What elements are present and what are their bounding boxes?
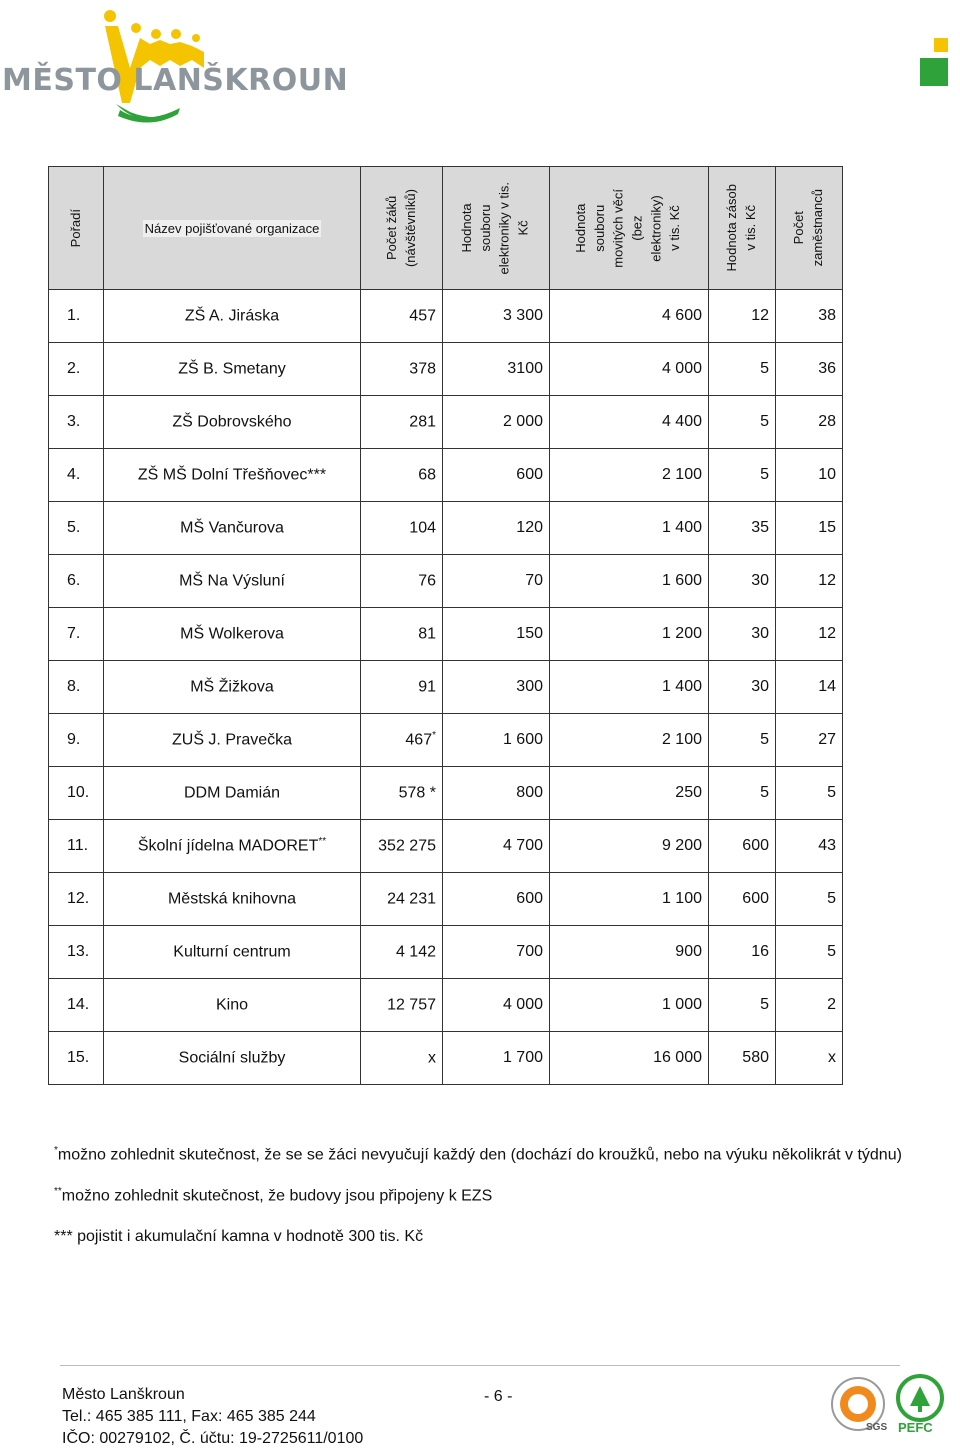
table-row <box>49 661 843 714</box>
cell-electronics: 600 <box>443 449 550 502</box>
cell-stock: 5 <box>709 979 776 1032</box>
table-row <box>49 343 843 396</box>
footnote-1: *možno zohlednit skutečnost, že se se žáci nevyučují každý den (dochází do kroužků, nebo na výuku několikrát v týdnu) <box>54 1145 902 1164</box>
col-header-name: Název pojišťované organizace <box>104 167 361 290</box>
cell-name: ZŠ MŠ Dolní Třešňovec*** <box>104 449 361 502</box>
cell-movables: 4 600 <box>550 290 709 343</box>
cell-pupils: 68 <box>361 449 443 502</box>
footnote-2: **možno zohlednit skutečnost, že budovy jsou připojeny k EZS <box>54 1186 493 1205</box>
footnotes <box>54 1145 902 1268</box>
cell-staff: 12 <box>776 555 843 608</box>
insurance-table <box>48 166 843 1085</box>
cell-movables: 1 400 <box>550 661 709 714</box>
cell-name: Kulturní centrum <box>104 926 361 979</box>
cell-electronics: 800 <box>443 767 550 820</box>
insurance-table-container <box>48 166 843 1085</box>
cell-movables: 1 200 <box>550 608 709 661</box>
cell-staff: 36 <box>776 343 843 396</box>
cell-pupils: 467* <box>361 714 443 767</box>
table-row <box>49 926 843 979</box>
page-number: - 6 - <box>484 1388 513 1405</box>
col-header-staff: Počet zaměstnanců <box>776 167 843 290</box>
cell-electronics: 300 <box>443 661 550 714</box>
cell-staff: 12 <box>776 608 843 661</box>
footer-phone: Tel.: 465 385 111, Fax: 465 385 244 <box>62 1408 316 1425</box>
cell-stock: 30 <box>709 608 776 661</box>
table-header-row <box>49 167 843 290</box>
footer-contact <box>62 1384 363 1450</box>
cell-order: 2. <box>49 343 104 396</box>
cell-order: 4. <box>49 449 104 502</box>
cell-name: Školní jídelna MADORET** <box>104 820 361 873</box>
col-header-movables: Hodnota souboru movitých věcí (bez elektroniky) v tis. Kč <box>550 167 709 290</box>
cell-stock: 600 <box>709 873 776 926</box>
cell-electronics: 3100 <box>443 343 550 396</box>
corner-squares-icon <box>920 38 948 88</box>
cell-movables: 1 100 <box>550 873 709 926</box>
cell-electronics: 120 <box>443 502 550 555</box>
table-row <box>49 767 843 820</box>
table-row <box>49 714 843 767</box>
logo-text: MĚSTO LANŠKROUN <box>2 63 349 98</box>
cell-order: 9. <box>49 714 104 767</box>
table-row <box>49 502 843 555</box>
cell-staff: 5 <box>776 767 843 820</box>
cell-staff: x <box>776 1032 843 1085</box>
cell-pupils: 12 757 <box>361 979 443 1032</box>
cell-order: 7. <box>49 608 104 661</box>
cell-electronics: 4 000 <box>443 979 550 1032</box>
cell-movables: 4 000 <box>550 343 709 396</box>
footer-town: Město Lanškroun <box>62 1386 185 1403</box>
cell-stock: 5 <box>709 449 776 502</box>
cell-order: 12. <box>49 873 104 926</box>
table-row <box>49 820 843 873</box>
cell-stock: 580 <box>709 1032 776 1085</box>
cell-electronics: 700 <box>443 926 550 979</box>
cell-electronics: 2 000 <box>443 396 550 449</box>
cell-name: ZŠ B. Smetany <box>104 343 361 396</box>
cell-staff: 38 <box>776 290 843 343</box>
cell-electronics: 600 <box>443 873 550 926</box>
cell-electronics: 70 <box>443 555 550 608</box>
cell-pupils: 4 142 <box>361 926 443 979</box>
cell-order: 10. <box>49 767 104 820</box>
town-logo <box>0 8 349 128</box>
table-row <box>49 396 843 449</box>
sgs-certification-icon <box>830 1374 890 1439</box>
cell-pupils: 91 <box>361 661 443 714</box>
table-row <box>49 1032 843 1085</box>
cell-stock: 30 <box>709 555 776 608</box>
cell-name: MŠ Na Výsluní <box>104 555 361 608</box>
cell-stock: 30 <box>709 661 776 714</box>
cell-order: 11. <box>49 820 104 873</box>
table-row <box>49 608 843 661</box>
cell-stock: 5 <box>709 767 776 820</box>
cell-name: ZŠ Dobrovského <box>104 396 361 449</box>
table-body <box>49 290 843 1085</box>
col-header-stock: Hodnota zásob v tis. Kč <box>709 167 776 290</box>
cell-order: 15. <box>49 1032 104 1085</box>
table-row <box>49 290 843 343</box>
svg-text:PEFC: PEFC <box>898 1420 933 1435</box>
cell-staff: 5 <box>776 873 843 926</box>
cell-name: ZUŠ J. Pravečka <box>104 714 361 767</box>
cell-movables: 1 600 <box>550 555 709 608</box>
cell-movables: 1 400 <box>550 502 709 555</box>
table-row <box>49 449 843 502</box>
cell-order: 6. <box>49 555 104 608</box>
cell-staff: 28 <box>776 396 843 449</box>
cell-order: 14. <box>49 979 104 1032</box>
col-header-pupils: Počet žáků (návštěvníků) <box>361 167 443 290</box>
cell-stock: 16 <box>709 926 776 979</box>
cell-electronics: 3 300 <box>443 290 550 343</box>
cell-pupils: 76 <box>361 555 443 608</box>
cell-stock: 5 <box>709 396 776 449</box>
cell-name: Sociální služby <box>104 1032 361 1085</box>
cell-stock: 12 <box>709 290 776 343</box>
table-row <box>49 555 843 608</box>
cell-movables: 900 <box>550 926 709 979</box>
cell-staff: 27 <box>776 714 843 767</box>
cell-movables: 9 200 <box>550 820 709 873</box>
cell-name: ZŠ A. Jiráska <box>104 290 361 343</box>
cell-pupils: 378 <box>361 343 443 396</box>
cell-staff: 15 <box>776 502 843 555</box>
cell-stock: 5 <box>709 343 776 396</box>
cell-staff: 5 <box>776 926 843 979</box>
cell-order: 5. <box>49 502 104 555</box>
cell-order: 3. <box>49 396 104 449</box>
table-row <box>49 979 843 1032</box>
cell-staff: 10 <box>776 449 843 502</box>
cell-name: MŠ Wolkerova <box>104 608 361 661</box>
cell-pupils: 104 <box>361 502 443 555</box>
cell-pupils: 578 * <box>361 767 443 820</box>
cell-staff: 43 <box>776 820 843 873</box>
cell-pupils: 24 231 <box>361 873 443 926</box>
cell-movables: 250 <box>550 767 709 820</box>
cell-name: MŠ Žižkova <box>104 661 361 714</box>
pefc-certification-icon <box>892 1374 948 1441</box>
cell-pupils: x <box>361 1032 443 1085</box>
cell-electronics: 1 700 <box>443 1032 550 1085</box>
cell-name: MŠ Vančurova <box>104 502 361 555</box>
col-header-electronics: Hodnota souboru elektroniky v tis. Kč <box>443 167 550 290</box>
cell-pupils: 81 <box>361 608 443 661</box>
cell-stock: 5 <box>709 714 776 767</box>
cell-name: Kino <box>104 979 361 1032</box>
cell-movables: 1 000 <box>550 979 709 1032</box>
cell-pupils: 457 <box>361 290 443 343</box>
footer-ico: IČO: 00279102, Č. účtu: 19-2725611/0100 <box>62 1430 364 1447</box>
cell-order: 13. <box>49 926 104 979</box>
cell-name: DDM Damián <box>104 767 361 820</box>
cell-movables: 16 000 <box>550 1032 709 1085</box>
cell-staff: 14 <box>776 661 843 714</box>
cell-stock: 600 <box>709 820 776 873</box>
cell-order: 1. <box>49 290 104 343</box>
cell-staff: 2 <box>776 979 843 1032</box>
cell-pupils: 352 275 <box>361 820 443 873</box>
svg-text:SGS: SGS <box>866 1422 888 1433</box>
footer-divider <box>60 1365 900 1366</box>
cell-movables: 2 100 <box>550 714 709 767</box>
cell-name: Městská knihovna <box>104 873 361 926</box>
cell-electronics: 150 <box>443 608 550 661</box>
cell-order: 8. <box>49 661 104 714</box>
cell-movables: 4 400 <box>550 396 709 449</box>
cell-electronics: 1 600 <box>443 714 550 767</box>
cell-pupils: 281 <box>361 396 443 449</box>
cell-stock: 35 <box>709 502 776 555</box>
col-header-order: Pořadí <box>49 167 104 290</box>
footnote-3: *** pojistit i akumulační kamna v hodnotě 300 tis. Kč <box>54 1227 424 1245</box>
table-row <box>49 873 843 926</box>
cell-electronics: 4 700 <box>443 820 550 873</box>
cell-movables: 2 100 <box>550 449 709 502</box>
